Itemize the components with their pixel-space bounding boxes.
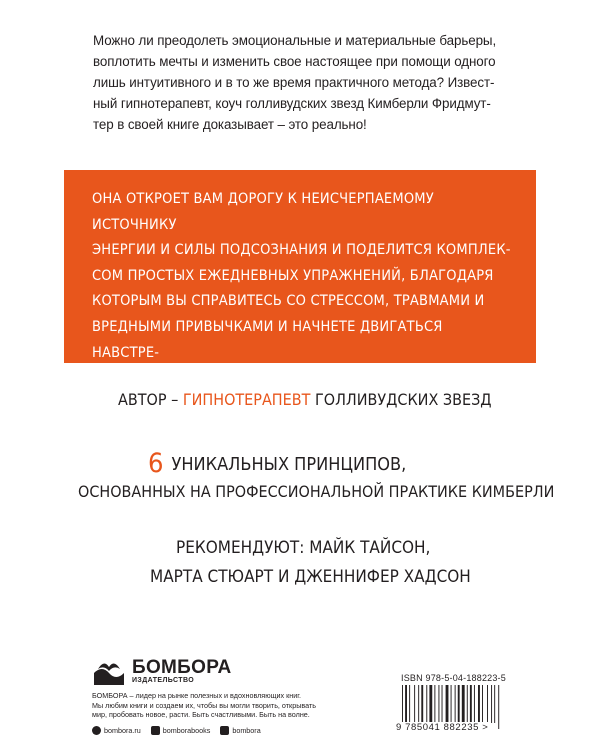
publisher-line: Мы любим книги и создаем их, чтобы вы могли творить, открывать: [92, 700, 316, 710]
author-accent: ГИПНОТЕРАПЕВТ: [182, 390, 311, 409]
social-label: bombora.ru: [104, 726, 141, 735]
barcode-bar: [409, 685, 410, 723]
intro-line: лишь интуитивного и в то же время практичного метода? Извест-: [93, 75, 495, 90]
publisher-name: БОМБОРА: [132, 657, 232, 678]
promo-line: ЧУ СВОИМ МЕЧТАМ И ЦЕЛЯМ.: [92, 370, 299, 387]
publisher-line: БОМБОРА – лидер на рынке полезных и вдохновляющих книг.: [92, 691, 301, 700]
barcode-bar: [426, 685, 427, 723]
author-prefix: АВТОР –: [118, 390, 179, 409]
promo-line: ЭНЕРГИИ И СИЛЫ ПОДСОЗНАНИЯ И ПОДЕЛИТСЯ КОМПЛЕК-: [92, 242, 511, 259]
bombora-logo-icon: [92, 655, 126, 687]
barcode-bar: [458, 685, 460, 723]
barcode-bar: [494, 685, 495, 723]
social-label: bomborabooks: [162, 726, 211, 735]
barcode-bar: [438, 685, 439, 723]
promo-line: ВРЕДНЫМИ ПРИВЫЧКАМИ И НАЧНЕТЕ ДВИГАТЬСЯ НАВСТРЕ-: [92, 318, 443, 361]
publisher-description: [92, 691, 392, 720]
principles-subtitle: ОСНОВАННЫХ НА ПРОФЕССИОНАЛЬНОЙ ПРАКТИКЕ КИМБЕРЛИ: [78, 482, 555, 501]
vk-icon: [151, 726, 160, 735]
barcode-bar: [418, 685, 419, 723]
principles-heading: [148, 448, 406, 479]
intro-line: тер в своей книге доказывает – это реально!: [93, 117, 367, 132]
instagram-icon: [92, 726, 101, 735]
publisher-logo: [92, 655, 232, 687]
barcode-bar: [474, 685, 475, 723]
author-line: [118, 390, 492, 409]
barcode-bar: [434, 685, 435, 723]
publisher-sub: ИЗДАТЕЛЬСТВО: [132, 677, 195, 684]
barcode-bar: [442, 685, 443, 723]
social-links: [92, 726, 261, 735]
barcode-bar: [487, 685, 488, 723]
social-instagram[interactable]: [92, 726, 141, 735]
barcode-bar: [421, 685, 423, 723]
principles-title: УНИКАЛЬНЫХ ПРИНЦИПОВ,: [171, 454, 407, 475]
barcode-bar: [429, 685, 432, 723]
barcode-digits: 9 785041 882235 >: [396, 722, 489, 733]
social-vk[interactable]: [151, 726, 211, 735]
intro-line: воплотить мечты и изменить свое настоящее при помощи одного: [93, 54, 496, 69]
promo-line: ОНА ОТКРОЕТ ВАМ ДОРОГУ К НЕИСЧЕРПАЕМОМУ ИСТОЧНИКУ: [92, 191, 434, 233]
social-label: bombora: [232, 726, 261, 735]
recommend-line: РЕКОМЕНДУЮТ: МАЙК ТАЙСОН,: [176, 538, 431, 558]
author-suffix: ГОЛЛИВУДСКИХ ЗВЕЗД: [314, 390, 492, 409]
intro-line: Можно ли преодолеть эмоциональные и материальные барьеры,: [93, 33, 497, 48]
barcode-bar: [414, 685, 415, 723]
principles-number: 6: [148, 448, 164, 479]
isbn-label: ISBN 978-5-04-188223-5: [401, 673, 506, 683]
barcode-bar: [462, 685, 465, 723]
barcode-bar: [467, 685, 468, 723]
youtube-icon: [220, 726, 229, 735]
promo-text: [92, 187, 512, 392]
promo-line: КОТОРЫМ ВЫ СПРАВИТЕСЬ СО СТРЕССОМ, ТРАВМАМИ И: [92, 293, 485, 310]
barcode-bar: [491, 685, 492, 723]
intro-paragraph: [93, 30, 513, 135]
promo-line: СОМ ПРОСТЫХ ЕЖЕДНЕВНЫХ УПРАЖНЕНИЙ, БЛАГОДАРЯ: [92, 267, 494, 284]
barcode-bar: [446, 685, 449, 723]
barcode-bar: [482, 685, 483, 723]
recommend-line: МАРТА СТЮАРТ И ДЖЕННИФЕР ХАДСОН: [150, 567, 471, 587]
publisher-line: мир, пробовать новое, расти. Быть счастливыми. Быть на волне.: [92, 710, 310, 719]
barcode-bar: [470, 685, 472, 723]
intro-line: ный гипнотерапевт, коуч голливудских звезд Кимберли Фридмут-: [93, 96, 491, 111]
barcode-bar: [478, 685, 480, 723]
social-youtube[interactable]: [220, 726, 260, 735]
barcode-bar: [498, 685, 499, 729]
